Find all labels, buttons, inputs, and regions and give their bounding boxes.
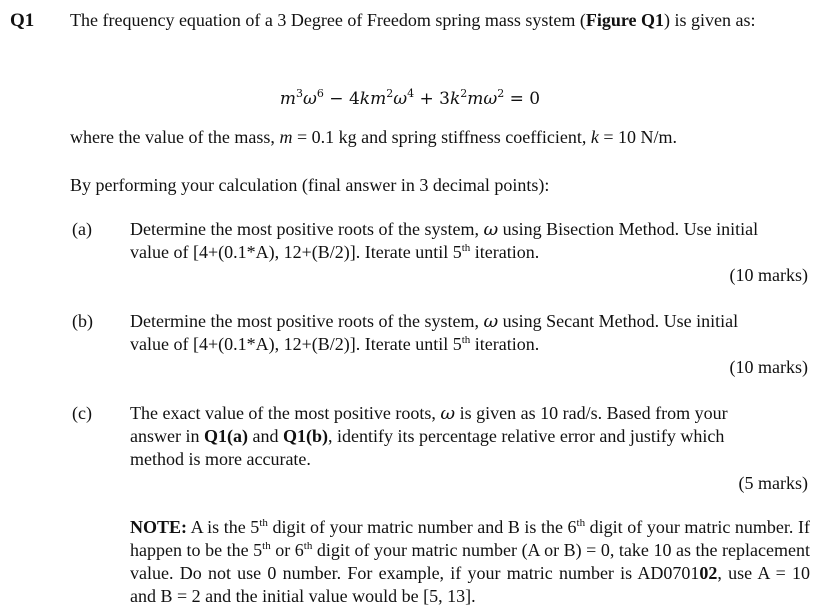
- part-b-text: Determine the most positive roots of the system, ω using Secant Method. Use initial value of [4+(0.1*A), 12+(B/2)]. Iterate until 5th iteration.: [130, 311, 739, 354]
- instruction-text: By performing your calculation (final answer in 3 decimal points):: [70, 175, 550, 195]
- part-a-label: (a): [72, 219, 92, 239]
- part-c-text: The exact value of the most positive roots, ω is given as 10 rad/s. Based from your answer in Q1(a) and Q1(b), identify its percentage relative error and justify which method is more accurate.: [130, 403, 728, 469]
- note-text: NOTE: A is the 5th digit of your matric number and B is the 6th digit of your matric number. If happen to be the 5th or 6th digit of your matric number (A or B) = 0, take 10 as the replacement value. Do not use 0 number. For example, if your matric number is AD070102, use A = 10 and B = 2 and the initial value would be [5, 13].: [130, 517, 810, 606]
- note-label: NOTE:: [130, 517, 188, 537]
- part-b-marks: (10 marks): [729, 357, 808, 377]
- part-a-text: Determine the most positive roots of the system, ω using Bisection Method. Use initial value of [4+(0.1*A), 12+(B/2)]. Iterate until 5th iteration.: [130, 219, 759, 262]
- parameter-values: where the value of the mass, m = 0.1 kg and spring stiffness coefficient, k = 10 N/m.: [70, 127, 678, 147]
- question-number: Q1: [10, 10, 35, 31]
- part-c-label: (c): [72, 403, 92, 423]
- part-a-marks: (10 marks): [729, 265, 808, 285]
- frequency-equation: $m^3\omega^6 - 4km^2\omega^4 + 3k^2m\omega^2 = 0$: [279, 87, 541, 109]
- question-intro: The frequency equation of a 3 Degree of Freedom spring mass system (Figure Q1) is given as:: [70, 10, 756, 30]
- part-b-label: (b): [72, 311, 93, 331]
- figure-reference: Figure Q1: [585, 10, 665, 30]
- part-c-marks: (5 marks): [738, 473, 808, 493]
